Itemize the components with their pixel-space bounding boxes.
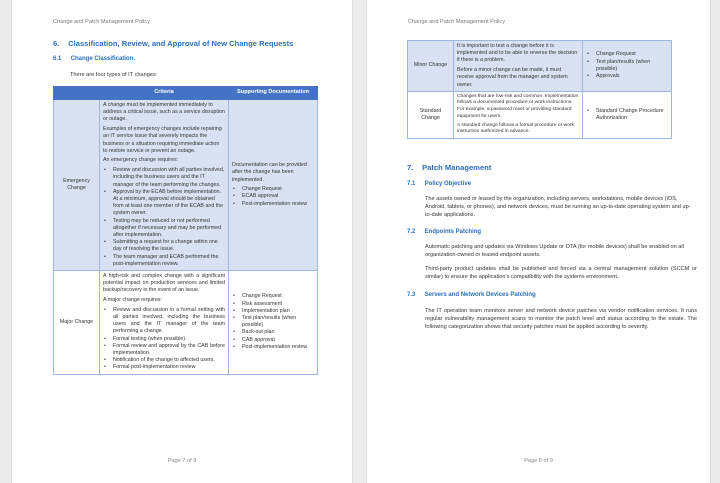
criteria-paragraph: Examples of emergency changes include repairing an IT service issue that severely impacts the business or a situation requiring immediate action to restore service or prevent an outage.: [103, 126, 222, 154]
column-header-criteria: Criteria: [100, 87, 229, 100]
section-title: Patch Management: [422, 163, 492, 172]
documentation-bullet: • Risk assessment: [232, 301, 314, 308]
criteria-paragraph: It is important to test a change before it is implemented and to be able to reverse the decision if there is a problem.: [457, 43, 578, 64]
criteria-bullet: • Formal review and approval by the CAB before implementation.: [103, 343, 225, 357]
document-page-8: [366, 0, 711, 483]
section-title: Classification, Review, and Approval of New Change Requests: [68, 39, 294, 48]
page-number-footer: Page 7 of 9: [167, 458, 197, 464]
documentation-bullet: • Test plan/results (when possible): [586, 59, 668, 73]
documentation-bullet: • Change Request: [586, 51, 668, 58]
criteria-paragraph: A change must be implemented immediately to address a critical issue, such as a service disruption or outage.: [103, 102, 225, 123]
criteria-bullet-list: [103, 307, 225, 372]
criteria-cell: [454, 41, 583, 92]
criteria-cell: [454, 91, 583, 138]
section-7-heading: [407, 163, 491, 172]
section-7-1-heading: [407, 181, 471, 187]
section-number: 6.1: [53, 56, 62, 62]
table-row-major-change: [54, 270, 318, 374]
documentation-bullet-list: [232, 293, 314, 351]
section-7-2-heading: [407, 229, 481, 235]
criteria-paragraph: A major change requires:: [103, 297, 162, 304]
documentation-bullet: • Change Request: [232, 293, 314, 300]
criteria-bullet-list: [103, 167, 225, 268]
intro-paragraph: There are four types of IT changes:: [70, 72, 158, 78]
criteria-paragraph: A standard change follows a formal procedure or work instruction authorized in advance.: [457, 122, 574, 135]
criteria-bullet: • Notification of the change to affected users.: [103, 357, 225, 364]
section-title: Policy Objective: [424, 181, 472, 187]
section-number: 6.: [53, 39, 60, 48]
documentation-cell: [583, 91, 672, 138]
section-number: 7.3: [407, 292, 416, 298]
document-page-7: [11, 0, 353, 483]
section-title: Endpoints Patching: [424, 229, 482, 235]
documentation-bullet: • Test plan/results (when possible): [232, 315, 314, 329]
section-title: Change Classification.: [70, 56, 136, 62]
documentation-bullet: • Post-implementation review: [232, 344, 314, 351]
documentation-bullet: • Approvals: [586, 73, 668, 80]
section-7-2-paragraph-1: Automatic patching and updates via Windows Update or OTA (for mobile devices) shall be enabled on all organization-owned or leased endpoint assets.: [425, 244, 684, 259]
criteria-bullet: • Submitting a request for a change within one day of resolving the issue.: [103, 239, 225, 253]
section-7-1-paragraph: The assets owned or leased by the organization, including servers, workstations, mobile devices (iOS, Android, tablets, or phones), and network devices, must be running an up-to-date operating system and up-to-date applications.: [425, 196, 691, 219]
section-7-3-heading: [407, 292, 536, 298]
documentation-bullet: • ECAB approval: [232, 193, 314, 200]
section-number: 7.1: [407, 181, 416, 187]
criteria-cell: [100, 270, 229, 374]
table-row-minor-change: [408, 41, 672, 92]
criteria-paragraph: Changes that are low-risk and common. Implementation follows a documented procedure or work instructions. For example, a password reset or providing standard equipment for users.: [457, 93, 579, 119]
documentation-bullet-list: [586, 108, 668, 122]
section-number: 7.2: [407, 229, 416, 235]
documentation-cell: [229, 100, 318, 271]
change-type-cell: Minor Change: [408, 41, 454, 92]
documentation-bullet: • Back-out plan: [232, 329, 314, 336]
change-type-cell: Emergency Change: [54, 100, 100, 271]
criteria-bullet: • The team manager and ECAB performed the post-implementation review.: [103, 254, 225, 268]
criteria-bullet: • Approval by the ECAB before implementation. At a minimum, approval should be obtained from at least one member of the ECAB and the system owner.: [103, 189, 225, 218]
criteria-cell: [100, 100, 229, 271]
documentation-bullet: • Standard Change Procedure Authorization: [586, 108, 668, 122]
change-types-table-continued: [407, 40, 672, 139]
criteria-bullet: • Review and discussion with all parties involved, including the business users and the IT manager of the team performing the changes.: [103, 167, 225, 189]
criteria-bullet: • Testing may be reduced or not performed altogether if necessary and may be performed after implementation.: [103, 218, 225, 240]
documentation-bullet: • Change Request: [232, 186, 314, 193]
section-6-1-heading: [53, 56, 135, 62]
table-header-row: [54, 87, 318, 100]
running-header: Change and Patch Management Policy: [53, 19, 151, 25]
criteria-paragraph: An emergency change requires:: [103, 157, 179, 164]
page-number-footer: Page 8 of 9: [524, 458, 553, 464]
column-header-type: [54, 87, 100, 100]
criteria-bullet: • Review and discussion in a formal setting with all parties involved, including the business users and the IT manager of the team performing a change.: [103, 307, 225, 336]
column-header-documentation: Supporting Documentation: [229, 87, 318, 100]
change-type-cell: Major Change: [54, 270, 100, 374]
section-7-3-paragraph: The IT operation team monitors server and network device patches via vendor notification services. It runs regular vulnerability management scans to monitor the patch level and status according to the estate. The following categorization shows that security patches must be applied according to severity.: [425, 308, 697, 331]
criteria-bullet: • Formal post-implementation review: [103, 364, 225, 371]
documentation-cell: [583, 41, 672, 92]
documentation-paragraph: Documentation can be provided after the change has been implemented.: [232, 162, 307, 183]
documentation-bullet: • CAB approval: [232, 337, 314, 344]
documentation-bullet-list: [586, 51, 668, 80]
section-number: 7.: [407, 163, 414, 172]
documentation-bullet: • Implementation plan: [232, 308, 314, 315]
section-7-2-paragraph-2: Third-party product updates shall be published and forced via a central management solution (SCCM or similar) to ensure the application's compatibility with the systems environment.: [425, 266, 697, 281]
documentation-bullet: • Post-implementation review: [232, 201, 314, 208]
change-types-table: [53, 86, 318, 375]
table-row-emergency-change: [54, 100, 318, 271]
criteria-paragraph: A high-risk and complex change with a significant potential impact on production services and limited backup/recovery in the event of an issue.: [103, 272, 225, 294]
change-type-cell: Standard Change: [408, 91, 454, 138]
running-header: Change and Patch Management Policy: [408, 19, 506, 25]
table-row-standard-change: [408, 91, 672, 138]
criteria-paragraph: Before a minor change can be made, it must receive approval from the manager and system owner.: [457, 67, 568, 88]
section-title: Servers and Network Devices Patching: [424, 292, 536, 298]
criteria-bullet: • Formal testing (when possible).: [103, 336, 225, 343]
section-6-heading: [53, 39, 293, 48]
documentation-cell: [229, 270, 318, 374]
documentation-bullet-list: [232, 186, 314, 208]
